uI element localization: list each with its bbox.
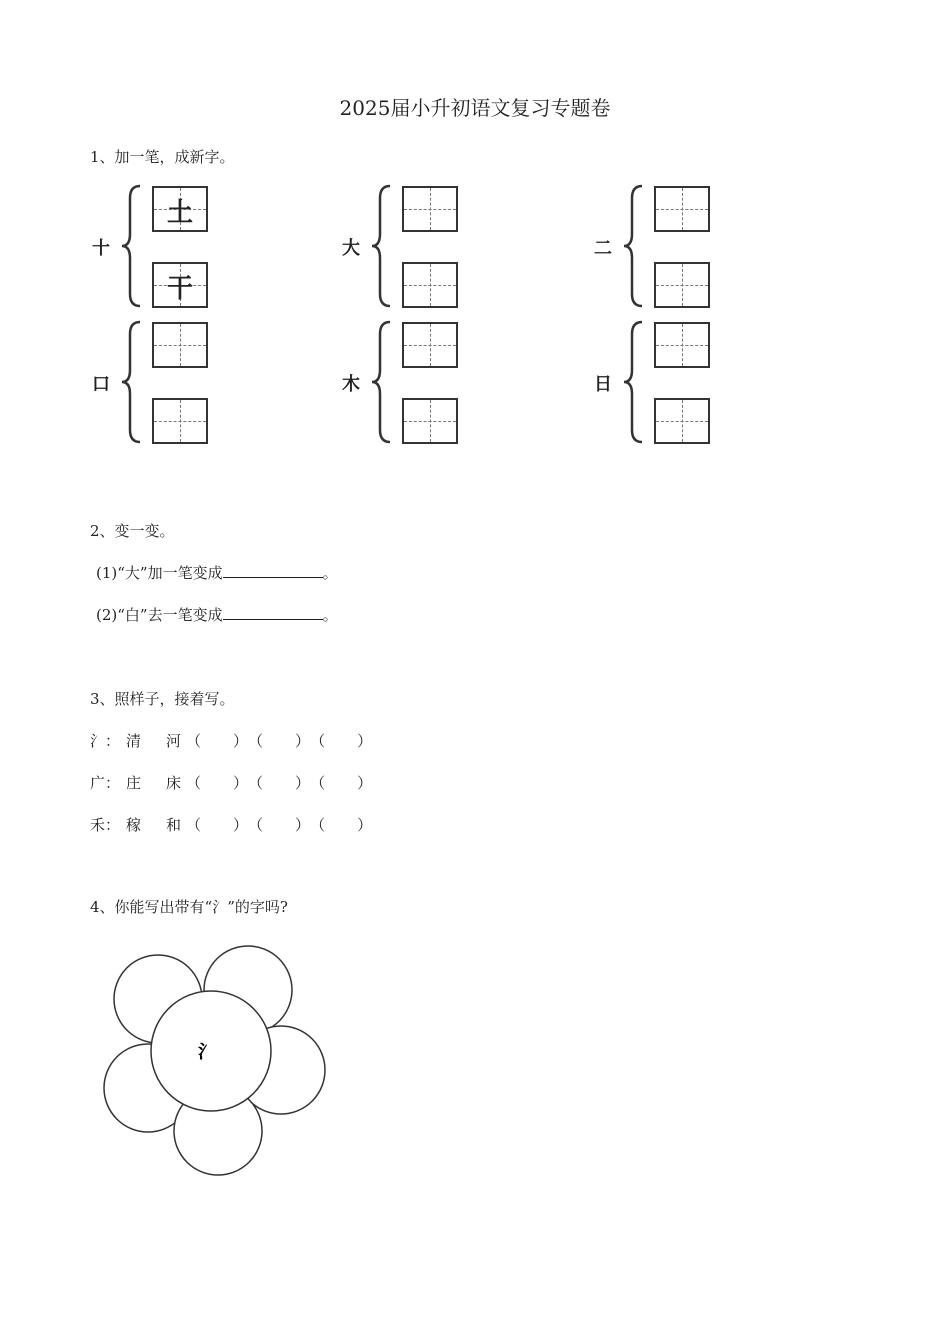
paren-open: （ bbox=[186, 816, 202, 834]
tianzige-box[interactable] bbox=[152, 398, 208, 444]
tianzige-box[interactable] bbox=[152, 186, 208, 232]
paren-close: ） bbox=[233, 732, 249, 750]
tianzige-box[interactable] bbox=[654, 398, 710, 444]
q3-radical: 禾： bbox=[90, 816, 121, 834]
paren-close: ） bbox=[357, 816, 373, 834]
q3-example-2: 床 bbox=[166, 774, 182, 792]
q1-group bbox=[340, 318, 480, 448]
paren-close: ） bbox=[357, 774, 373, 792]
q3-radical: 氵： bbox=[90, 732, 121, 750]
q2-item-2-blank[interactable] bbox=[223, 605, 323, 620]
q1-group bbox=[90, 182, 230, 312]
q1-heading: 1、加一笔，成新字。 bbox=[90, 148, 235, 166]
paren-close: ） bbox=[295, 774, 311, 792]
q3-example-2: 和 bbox=[166, 816, 182, 834]
page-title: 2025届小升初语文复习专题卷 bbox=[339, 96, 611, 120]
paren-open: （ bbox=[186, 732, 202, 750]
flower-diagram bbox=[95, 940, 335, 1185]
curly-brace bbox=[370, 184, 394, 308]
q3-example-1: 稼 bbox=[126, 816, 142, 834]
q4-heading: 4、你能写出带有“氵”的字吗? bbox=[90, 898, 288, 916]
tianzige-box[interactable] bbox=[654, 262, 710, 308]
q2-item-1-prefix: (1)“大”加一笔变成 bbox=[96, 564, 223, 582]
curly-brace bbox=[622, 184, 646, 308]
q1-base-char: 十 bbox=[92, 238, 110, 259]
curly-brace bbox=[370, 320, 394, 444]
curly-brace bbox=[120, 184, 144, 308]
q3-row bbox=[90, 730, 372, 751]
paren-close: ） bbox=[295, 816, 311, 834]
q3-heading: 3、照样子，接着写。 bbox=[90, 690, 235, 708]
tianzige-box[interactable] bbox=[402, 398, 458, 444]
paren-close: ） bbox=[233, 816, 249, 834]
tianzige-box[interactable] bbox=[654, 322, 710, 368]
q1-group bbox=[340, 182, 480, 312]
paren-open: （ bbox=[310, 816, 326, 834]
q2-heading: 2、变一变。 bbox=[90, 522, 175, 540]
q2-item-1-suffix: 。 bbox=[322, 564, 338, 582]
q1-group bbox=[90, 318, 230, 448]
tianzige-box[interactable] bbox=[402, 262, 458, 308]
tianzige-box[interactable] bbox=[152, 322, 208, 368]
q2-item-2 bbox=[96, 604, 338, 625]
curly-brace bbox=[120, 320, 144, 444]
tianzige-box[interactable] bbox=[152, 262, 208, 308]
tianzige-answer: 土 bbox=[166, 198, 193, 228]
paren-close: ） bbox=[295, 732, 311, 750]
q2-item-1 bbox=[96, 562, 338, 583]
paren-open: （ bbox=[186, 774, 202, 792]
paren-open: （ bbox=[248, 774, 264, 792]
paren-open: （ bbox=[310, 774, 326, 792]
tianzige-box[interactable] bbox=[402, 322, 458, 368]
paren-close: ） bbox=[233, 774, 249, 792]
q3-row bbox=[90, 814, 372, 835]
tianzige-box[interactable] bbox=[402, 186, 458, 232]
flower-center-char: 氵 bbox=[198, 1042, 216, 1063]
tianzige-box[interactable] bbox=[654, 186, 710, 232]
paren-open: （ bbox=[248, 732, 264, 750]
q2-item-2-prefix: (2)“白”去一笔变成 bbox=[96, 606, 223, 624]
curly-brace bbox=[622, 320, 646, 444]
q1-base-char: 大 bbox=[342, 238, 360, 259]
q3-example-1: 庄 bbox=[126, 774, 142, 792]
q1-group bbox=[592, 182, 732, 312]
q2-item-1-blank[interactable] bbox=[223, 563, 323, 578]
q1-base-char: 木 bbox=[342, 374, 360, 395]
paren-open: （ bbox=[310, 732, 326, 750]
q1-base-char: 口 bbox=[92, 374, 110, 395]
q3-row bbox=[90, 772, 372, 793]
q3-radical: 广： bbox=[90, 774, 121, 792]
q2-item-2-suffix: 。 bbox=[322, 606, 338, 624]
q3-example-1: 清 bbox=[126, 732, 142, 750]
paren-open: （ bbox=[248, 816, 264, 834]
tianzige-answer: 干 bbox=[166, 274, 193, 304]
q1-group bbox=[592, 318, 732, 448]
paren-close: ） bbox=[357, 732, 373, 750]
q3-example-2: 河 bbox=[166, 732, 182, 750]
q1-base-char: 日 bbox=[594, 374, 612, 395]
q1-base-char: 二 bbox=[594, 238, 612, 259]
